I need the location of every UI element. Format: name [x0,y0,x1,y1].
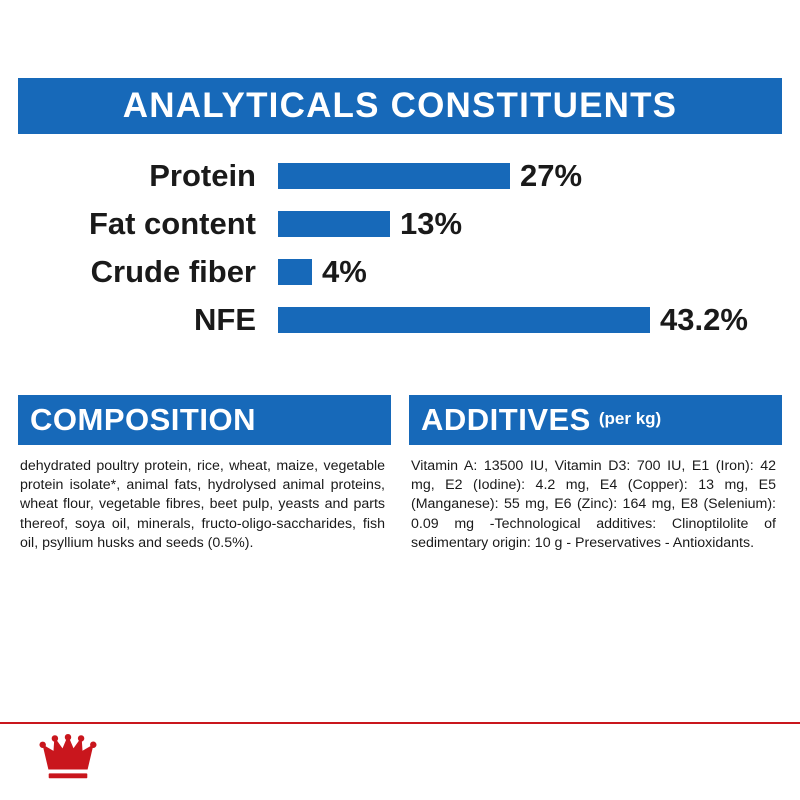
additives-title: ADDITIVES [421,402,591,437]
analyticals-constituents-banner [18,78,782,134]
additives-panel-header [409,395,782,445]
composition-text: dehydrated poultry protein, rice, wheat, maize, vegetable protein isolate*, animal fats, hydrolysed animal proteins, wheat flour, vegetable fibres, beet pulp, yeasts and parts thereof, soya oil, minerals, fructo-oligo-saccharides, fish oil, psyllium husks and seeds (0.5%). [20,458,385,551]
info-panels [18,395,782,553]
bar-category-label: Fat content [88,206,256,241]
bar-fill [278,163,510,189]
chart-row [18,152,782,200]
composition-panel [18,395,391,553]
constituents-bar-chart [18,152,782,344]
bar-value-label: 4% [322,254,367,289]
page-title: ANALYTICALS CONSTITUENTS [122,86,678,125]
additives-text: Vitamin A: 13500 IU, Vitamin D3: 700 IU, E1 (Iron): 42 mg, E2 (Iodine): 4.2 mg, E4 (Copper): 13 mg, E5 (Manganese): 55 mg, E6 (Zinc): 164 mg, E8 (Selenium): 0.09 mg -Technological additives: Clinoptilolite of sedimentary origin: 10 g - Preservatives - Antioxidants. [411,458,776,551]
footer-divider [0,722,800,724]
bar-category-label: Crude fiber [90,254,256,289]
composition-panel-header [18,395,391,445]
additives-panel [409,395,782,553]
bar-category-label: NFE [194,302,256,337]
bar-track [278,206,782,242]
additives-subtitle: (per kg) [598,409,662,428]
royal-canin-crown-logo [36,730,100,792]
chart-row [18,248,782,296]
bar-track [278,254,782,290]
bar-fill [278,259,312,285]
bar-track [278,302,782,338]
composition-title: COMPOSITION [30,402,256,437]
bar-value-label: 13% [400,206,463,241]
chart-row [18,296,782,344]
bar-track [278,158,782,194]
bar-value-label: 27% [520,158,583,193]
bar-value-label: 43.2% [660,302,748,337]
bar-fill [278,211,390,237]
bar-category-label: Protein [149,158,256,193]
bar-fill [278,307,650,333]
chart-row [18,200,782,248]
